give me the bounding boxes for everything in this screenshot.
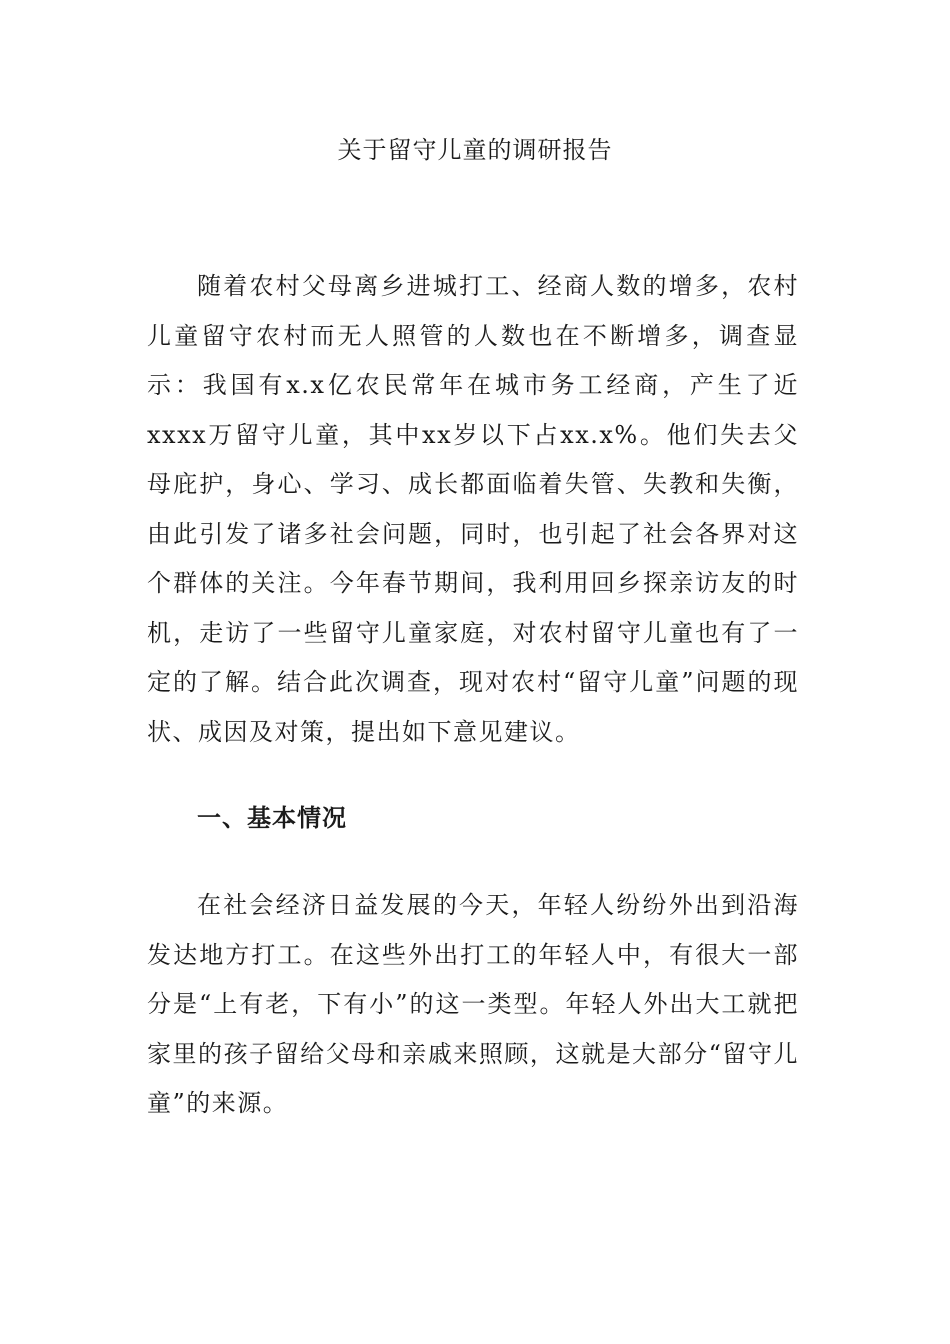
section-heading-basic-situation: 一、基本情况	[197, 804, 347, 832]
basic-situation-paragraph: 在社会经济日益发展的今天，年轻人纷纷外出到沿海发达地方打工。在这些外出打工的年轻人中，有很大一部分是“上有老，下有小”的这一类型。年轻人外出大工就把家里的孩子留给父母和亲戚来照顾，这就是大部分“留守儿童”的来源。	[147, 891, 799, 1117]
intro-paragraph: 随着农村父母离乡进城打工、经商人数的增多，农村儿童留守农村而无人照管的人数也在不断增多，调查显示：我国有x.x亿农民常年在城市务工经商，产生了近xxxx万留守儿童，其中xx岁以下占xx.x%。他们失去父母庇护，身心、学习、成长都面临着失管、失教和失衡，由此引发了诸多社会问题，同时，也引起了社会各界对这个群体的关注。今年春节期间，我利用回乡探亲访友的时机，走访了一些留守儿童家庭，对农村留守儿童也有了一定的了解。结合此次调查，现对农村“留守儿童”问题的现状、成因及对策，提出如下意见建议。	[147, 272, 799, 746]
document-title: 关于留守儿童的调研报告	[337, 136, 613, 164]
